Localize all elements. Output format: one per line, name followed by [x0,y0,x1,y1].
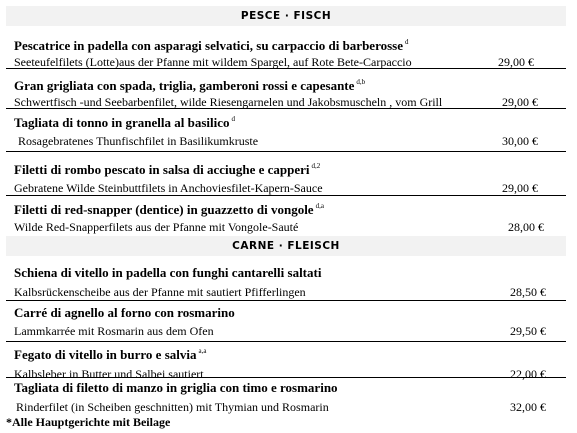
dish-description: Schwertfisch -und Seebarbenfilet, wilde Riesengarnelen und Jakobsmuscheln , vom Grill 29,00 € [14,95,538,109]
dish-title: Gran grigliata con spada, triglia, gamberoni rossi e capesante $^{d,b}$ [14,78,366,93]
dish-title: Tagliata di filetto di manzo in griglia con timo e rosmarino [14,380,338,395]
divider [6,300,566,301]
allergen-note: a,a [198,347,207,355]
allergen-note: d [231,115,236,123]
allergen-note: d [405,38,409,46]
divider [6,108,566,109]
menu-item-rombo [14,158,566,196]
divider [6,377,566,378]
dish-title: Pescatrice in padella con asparagi selvatici, su carpaccio di barberosse $^d$ [14,38,409,53]
dish-description: Kalbsleber in Butter und Salbei sautiert 22,00 € [14,367,546,381]
divider [6,341,566,342]
dish-description: Wilde Red-Snapperfilets aus der Pfanne mit Vongole-Sauté 28,00 € [14,220,544,234]
dish-title: Carré di agnello al forno con rosmarino [14,305,235,320]
dish-title: Filetti di rombo pescato in salsa di acciughe e capperi $^{d,2}$ [14,162,321,177]
dish-title: Schiena di vitello in padella con funghi cantarelli saltati [14,265,322,280]
allergen-note: d,a [315,202,324,210]
dish-price: 32,00 € [510,400,546,414]
section-header-meat: CARNE · FLEISCH [6,236,566,256]
divider [6,151,566,152]
section-header-fish: PESCE · FISCH [6,6,566,26]
dish-price: 30,00 € [502,134,538,148]
dish-price: 29,00 € [502,181,538,195]
menu-item-pescatrice [14,34,566,70]
dish-description: Rinderfilet (in Scheiben geschnitten) mit Thymian und Rosmarin 32,00 € [16,400,546,414]
dish-title: Tagliata di tonno in granella al basilico $^d$ [14,115,236,130]
menu-item-agnello [14,305,566,339]
footer-note: *Alle Hauptgerichte mit Beilage [6,415,171,429]
divider [6,68,566,69]
dish-description: Lammkarrée mit Rosmarin aus dem Ofen 29,50 € [14,324,546,338]
dish-price: 29,50 € [510,324,546,338]
menu-item-red-snapper [14,198,566,235]
dish-description: Rosagebratenes Thunfischfilet in Basilikumkruste 30,00 € [18,134,538,148]
dish-price: 29,00 € [498,55,534,69]
dish-price: 22,00 € [510,367,546,381]
menu-item-grigliata [14,74,566,110]
dish-price: 29,00 € [502,95,538,109]
menu-item-filetto-manzo [14,380,566,415]
allergen-note: d,b [356,78,366,86]
allergen-note: d,2 [311,162,321,170]
dish-description: Seeteufelfilets (Lotte)aus der Pfanne mit wildem Spargel, auf Rote Bete-Carpaccio 29,00 € [14,55,534,69]
divider [6,195,566,196]
menu-item-vitello [14,265,566,300]
dish-price: 28,00 € [508,220,544,234]
dish-title: Fegato di vitello in burro e salvia $^{a,a}$ [14,347,207,362]
dish-price: 28,50 € [510,285,546,299]
dish-description: Gebratene Wilde Steinbuttfilets in Anchoviesfilet-Kapern-Sauce 29,00 € [14,181,538,195]
dish-description: Kalbsrückenscheibe aus der Pfanne mit sautiert Pfifferlingen 28,50 € [14,285,546,299]
menu-item-tagliata-tonno [14,111,566,149]
dish-title: Filetti di red-snapper (dentice) in guazzetto di vongole $^{d,a}$ [14,202,324,217]
